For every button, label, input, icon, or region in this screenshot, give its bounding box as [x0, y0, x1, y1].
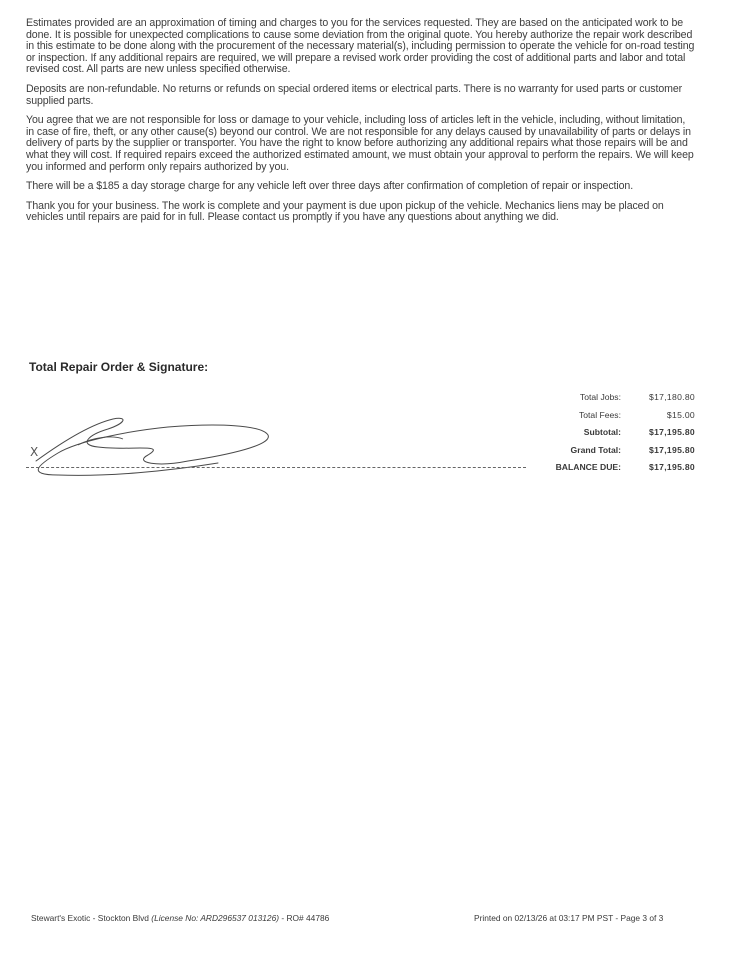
signature-line: [26, 467, 526, 468]
grand-total-row: [520, 442, 695, 460]
footer-ro-number: - RO# 44786: [281, 913, 330, 923]
balance-due-value: $17,195.80: [648, 462, 695, 472]
footer-license: (License No: ARD296537 013126): [151, 913, 280, 923]
subtotal-row: [520, 424, 695, 442]
signature-area: [18, 405, 528, 495]
totals-table: [520, 389, 695, 477]
footer-shop-info: [31, 913, 329, 923]
subtotal-label: Subtotal:: [583, 427, 621, 437]
balance-due-label: BALANCE DUE:: [555, 462, 621, 472]
balance-due-row: [520, 459, 695, 477]
signature-section-title: Total Repair Order & Signature:: [29, 360, 209, 374]
total-fees-label: Total Fees:: [578, 409, 621, 420]
total-jobs-label: Total Jobs:: [579, 392, 621, 402]
signature-x-mark: X: [30, 445, 39, 459]
total-jobs-row: [520, 389, 695, 407]
footer-shop-name: Stewart's Exotic - Stockton Blvd: [31, 913, 149, 923]
terms-paragraph-estimates: Estimates provided are an approximation of timing and charges to you for the services requested. They are based on the anticipated work to be done. It is possible for unexpected complications to cause some deviation from the original quote. You hereby authorize the repair work described in this estimate to be done along with the procurement of the necessary material(s), including permission to operate the vehicle for on-road testing or inspection. If any additional repairs are required, we will prepare a revised work order providing the cost of additional parts and labor and total revised cost. All parts are new unless specified otherwise.: [26, 17, 695, 76]
terms-paragraph-deposits: Deposits are non-refundable. No returns or refunds on special ordered items or electrical parts. There is no warranty for used parts or customer supplied parts.: [26, 82, 683, 107]
grand-total-value: $17,195.80: [648, 444, 695, 455]
total-fees-value: $15.00: [666, 409, 695, 420]
total-fees-row: [520, 407, 695, 425]
grand-total-label: Grand Total:: [570, 444, 621, 455]
subtotal-value: $17,195.80: [648, 427, 695, 437]
terms-paragraph-storage: There will be a $185 a day storage charge for any vehicle left over three days after confirmation of completion of repair or inspection.: [26, 180, 634, 193]
handwritten-signature: [18, 405, 298, 485]
terms-section: [26, 18, 696, 232]
terms-paragraph-payment: Thank you for your business. The work is complete and your payment is due upon pickup of the vehicle. Mechanics liens may be placed on vehicles until repairs are paid for in full. Please contact us promptly if you have any questions about anything we did.: [26, 199, 664, 224]
total-jobs-value: $17,180.80: [648, 392, 695, 402]
footer-printed-info: Printed on 02/13/26 at 03:17 PM PST - Page 3 of 3: [474, 913, 664, 923]
terms-paragraph-liability: You agree that we are not responsible for loss or damage to your vehicle, including loss of articles left in the vehicle, including, without limitation, in case of fire, theft, or any other cause(s) beyond our control. We are not responsible for any delays caused by unavailability of parts or delays in delivery of parts by the supplier or transporter. You have the right to know before authorizing any additional repairs what those repairs will be and what they will cost. If required repairs exceed the authorized estimated amount, we must obtain your approval to perform the repairs. We will keep you informed and perform only repairs authorized by you.: [26, 114, 694, 173]
